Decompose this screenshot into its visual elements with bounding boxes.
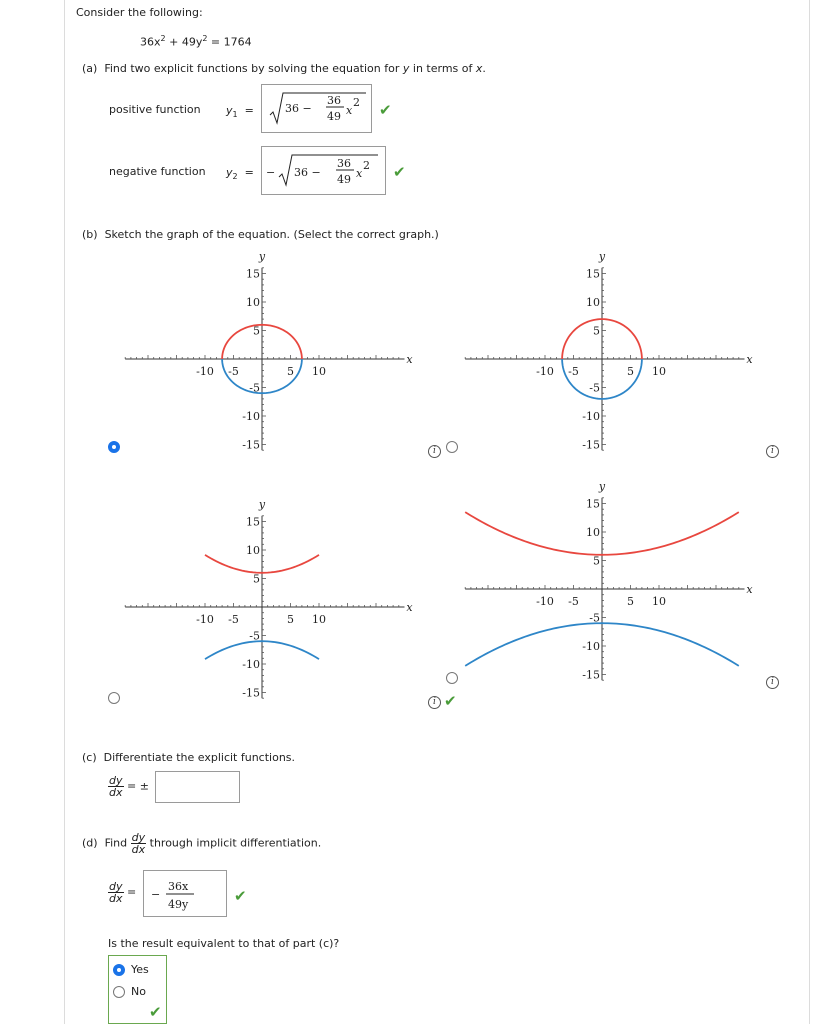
x-tick-label: -10 <box>536 595 554 608</box>
graph-1-radio[interactable] <box>108 441 120 453</box>
graph-2-info-icon[interactable]: i <box>766 445 779 458</box>
y2-correct-check-icon: ✔ <box>393 163 406 181</box>
graph-3-radio[interactable] <box>108 692 120 704</box>
x-tick-label: 10 <box>312 613 326 626</box>
svg-text:49: 49 <box>337 173 351 186</box>
y-axis-label: y <box>598 250 606 264</box>
x-tick-label: 5 <box>287 613 294 626</box>
x-tick-label: -10 <box>536 365 554 378</box>
svg-text:36x: 36x <box>168 880 189 893</box>
equivalence-question: Is the result equivalent to that of part (c)? <box>108 937 340 950</box>
x-tick-label: 10 <box>312 365 326 378</box>
y-tick-label: -15 <box>242 686 260 700</box>
y-tick-label: -15 <box>242 438 260 452</box>
y-axis-label: y <box>258 250 266 264</box>
y-tick-label: 10 <box>246 544 260 557</box>
x-tick-label: -10 <box>196 365 214 378</box>
part-c-answer-input[interactable] <box>155 771 240 803</box>
x-tick-label: 5 <box>627 595 634 608</box>
graph-4-radio[interactable] <box>446 672 458 684</box>
negative-function-label: negative function <box>109 165 206 178</box>
y2-answer-math <box>262 147 385 194</box>
x-tick-label: -10 <box>196 613 214 626</box>
y-tick-label: 10 <box>586 296 600 309</box>
positive-function-label: positive function <box>109 103 201 116</box>
y-tick-label: 5 <box>593 554 600 568</box>
part-d-answer-math <box>144 871 226 916</box>
y-tick-label: 15 <box>246 267 260 281</box>
given-equation: $36x^2 + 49y^2 = 1764$ <box>140 34 252 49</box>
x-tick-label: -5 <box>568 365 579 378</box>
graph-option-1[interactable] <box>120 250 425 455</box>
x-tick-label: 5 <box>287 365 294 378</box>
x-tick-label: 10 <box>652 365 666 378</box>
y-tick-label: -5 <box>589 611 600 625</box>
y-tick-label: 15 <box>586 267 600 281</box>
y-tick-label: 5 <box>253 572 260 586</box>
y-tick-label: 10 <box>246 296 260 309</box>
y1-label: $y_1$ = <box>226 104 254 120</box>
y1-answer-math <box>262 85 371 132</box>
graph-4-info-icon[interactable]: i <box>766 676 779 689</box>
y-tick-label: -5 <box>589 381 600 395</box>
y-tick-label: -10 <box>582 640 600 653</box>
y-tick-label: 15 <box>246 515 260 529</box>
svg-text:36: 36 <box>337 157 351 170</box>
graph-option-2[interactable] <box>460 250 765 455</box>
svg-text:−: − <box>151 888 161 901</box>
y-tick-label: -10 <box>582 410 600 423</box>
part-a-prompt: (a) Find two explicit functions by solving the equation for y in terms of x. <box>82 62 486 75</box>
y-axis-label: y <box>598 480 606 494</box>
svg-text:x: x <box>356 167 363 180</box>
intro-text: Consider the following: <box>76 6 203 19</box>
y-tick-label: 15 <box>586 497 600 511</box>
dy-dx-d-label: $\frac{dy}{dx}$ = <box>109 880 137 905</box>
graph-3-info-icon[interactable]: i <box>428 696 441 709</box>
yes-label: Yes <box>131 963 149 976</box>
svg-text:x: x <box>346 104 353 117</box>
svg-text:36 −: 36 − <box>294 166 321 179</box>
y-tick-label: -5 <box>249 381 260 395</box>
x-axis-label: x <box>406 353 413 366</box>
svg-text:36: 36 <box>327 94 341 107</box>
graph-1-info-icon[interactable]: i <box>428 445 441 458</box>
y-tick-label: -5 <box>249 629 260 643</box>
part-d-correct-check-icon: ✔ <box>234 887 247 905</box>
yes-radio[interactable] <box>113 964 125 976</box>
svg-text:−: − <box>266 166 276 179</box>
part-d-answer-box[interactable] <box>143 870 227 917</box>
y-tick-label: -15 <box>582 668 600 682</box>
no-radio[interactable] <box>113 986 125 998</box>
svg-text:49y: 49y <box>168 898 189 911</box>
y-tick-label: 10 <box>586 526 600 539</box>
y1-correct-check-icon: ✔ <box>379 101 392 119</box>
graph-2-radio[interactable] <box>446 441 458 453</box>
x-tick-label: 10 <box>652 595 666 608</box>
part-d-prompt: (d) Find $\frac{dy}{dx}$ through implicit differentiation. <box>82 831 322 856</box>
x-tick-label: 5 <box>627 365 634 378</box>
graph-option-4[interactable] <box>460 480 765 685</box>
svg-text:36 −: 36 − <box>285 102 312 115</box>
equivalence-answer-box <box>108 955 167 1024</box>
y-tick-label: 5 <box>593 324 600 338</box>
x-tick-label: -5 <box>228 613 239 626</box>
part-c-prompt: (c) Differentiate the explicit functions. <box>82 751 296 764</box>
x-tick-label: -5 <box>568 595 579 608</box>
dy-dx-c-label: $\frac{dy}{dx}$ = ± <box>109 774 149 799</box>
y-axis-label: y <box>258 498 266 512</box>
part-b-prompt: (b) Sketch the graph of the equation. (Select the correct graph.) <box>82 228 439 241</box>
graph-correct-check-icon: ✔ <box>444 692 457 710</box>
y-tick-label: -15 <box>582 438 600 452</box>
x-axis-label: x <box>746 353 753 366</box>
x-tick-label: -5 <box>228 365 239 378</box>
graph-option-3[interactable] <box>120 495 425 705</box>
y2-label: $y_2$ = <box>226 166 254 182</box>
svg-text:2: 2 <box>353 96 360 109</box>
y-tick-label: 5 <box>253 324 260 338</box>
y-tick-label: -10 <box>242 410 260 423</box>
svg-text:49: 49 <box>327 110 341 123</box>
y-tick-label: -10 <box>242 658 260 671</box>
no-label: No <box>131 985 146 998</box>
x-axis-label: x <box>746 583 753 596</box>
x-axis-label: x <box>406 601 413 614</box>
svg-text:2: 2 <box>363 159 370 172</box>
y1-answer-box[interactable] <box>261 84 372 133</box>
y2-answer-box[interactable] <box>261 146 386 195</box>
equivalence-correct-check-icon: ✔ <box>149 1003 162 1021</box>
